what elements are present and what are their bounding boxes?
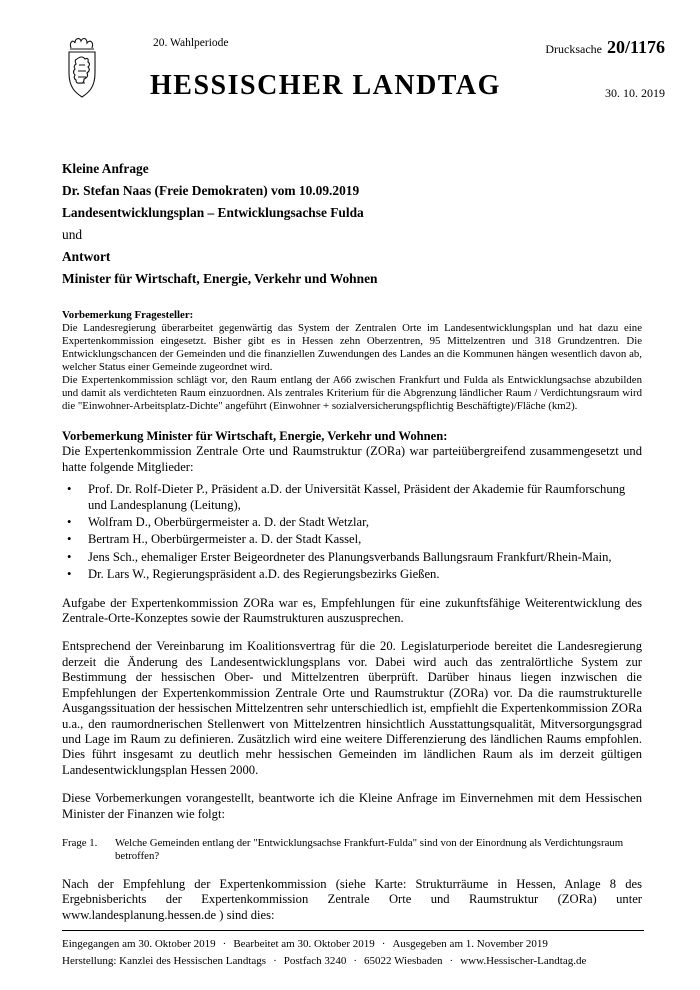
separator-dot: · <box>222 938 227 950</box>
member-name: Bertram H., Oberbürgermeister a. D. der Stadt Kassel, <box>88 532 362 547</box>
footer-ausgegeben: Ausgegeben am 1. November 2019 <box>392 938 548 950</box>
antwort-heading: Antwort <box>62 249 111 264</box>
list-item <box>62 482 642 513</box>
list-item <box>62 532 642 547</box>
footer-line-dates <box>62 936 644 953</box>
paragraph-koalitionsvertrag: Entsprechend der Vereinbarung im Koalitionsvertrag für die 20. Legislaturperiode bereitet die Landesregierung derzeit die Änderung des Landesentwicklungsplans vor. Dabei wird auch das zentralörtliche System zur Bestimmung der hessischen Ober- und Mittelzentren überprüft. Darüber hinaus liegen inzwischen die Empfehlungen der Expertenkommission Zentrale Orte und Raumstruktur (ZORa) vor. Da die raumstrukturelle Ausgangssituation der hessischen Mittelzentren sehr unterschiedlich ist, empfiehlt die Expertenkommission ZORa u.a., den raumordnerischen Stellenwert von Mittelzentren hinsichtlich Ausstattungsqualität, Mitversorgungsgrad und Lage im Raum zu definieren. Zusätzlich wird eine weitere Differenzierung des ländlichen Raums empfohlen. Dies führt insgesamt zu deutlich mehr hessischen Gemeinden im ländlichen Raum als im derzeit gültigen Landesentwicklungsplan Hessen 2000. <box>62 639 642 777</box>
header-right-block <box>545 37 665 101</box>
antwort-1-intro: Nach der Empfehlung der Expertenkommission (siehe Karte: Strukturräume in Hessen, Anlage 8 des Ergebnisberichts der Expertenkommission Zentrale Orte und Raumstruktur (ZORa) unter www.landesplanung.hessen.de ) sind dies: <box>62 876 642 922</box>
list-item <box>62 515 642 530</box>
separator-dot: · <box>273 955 277 967</box>
paragraph-aufgabe: Aufgabe der Expertenkommission ZORa war es, Empfehlungen für eine zukunftsfähige Weiterentwicklung des Zentrale-Orte-Konzeptes sowie der Raumstrukturen auszusprechen. <box>62 595 642 626</box>
bullet-icon: • <box>67 515 72 530</box>
bullet-icon: • <box>67 549 72 564</box>
separator-dot: · <box>381 938 386 950</box>
vorbemerkung-fragesteller-para2: Die Expertenkommission schlägt vor, den Raum entlang der A66 zwischen Frankfurt und Fulda als Entwicklungsachse abzubilden und damit als verdichteten Raum einzuordnen. Als zentrales Kriterium für die Abgrenzung ländlicher Raum / Verdichtungsraum wird die "Einwohner-Arbeitsplatz-Dichte" angeführt (Einwohner + sozialversicherungspflichtig Beschäftigte)/Fläche (km2). <box>62 374 642 412</box>
list-item <box>62 550 642 565</box>
document-date: 30. 10. 2019 <box>605 86 665 100</box>
footer-bearbeitet: Bearbeitet am 30. Oktober 2019 <box>233 938 375 950</box>
drucksache-label: Drucksache <box>545 42 602 56</box>
document-footer <box>62 930 644 970</box>
wahlperiode-label: 20. Wahlperiode <box>153 37 229 49</box>
minister-line: Minister für Wirtschaft, Energie, Verkehr und Wohnen <box>62 271 378 286</box>
footer-eingegangen: Eingegangen am 30. Oktober 2019 <box>62 938 216 950</box>
vorbemerkung-fragesteller-section <box>62 309 642 413</box>
page-title: HESSISCHER LANDTAG <box>150 70 501 101</box>
footer-website: www.Hessischer-Landtag.de <box>460 955 587 967</box>
frage-1-block <box>62 837 642 863</box>
separator-dot: · <box>449 955 454 967</box>
footer-line-herstellung <box>62 953 644 970</box>
vorbemerkung-minister-heading: Vorbemerkung Minister für Wirtschaft, Energie, Verkehr und Wohnen: <box>62 429 448 443</box>
vorbemerkung-minister-section <box>62 429 642 822</box>
member-name: Prof. Dr. Rolf-Dieter P., Präsident a.D. der Universität Kassel, Präsident der Akademie für Raumforschung und Landesplanung (Leitung), <box>88 482 626 512</box>
bullet-icon: • <box>67 482 72 497</box>
drucksache-number: 20/1176 <box>606 37 665 57</box>
paragraph-abschluss: Diese Vorbemerkungen vorangestellt, beantworte ich die Kleine Anfrage im Einvernehmen mit dem Hessischen Minister der Finanzen wie folgt: <box>62 791 642 821</box>
footer-ort: 65022 Wiesbaden <box>364 955 443 967</box>
bullet-icon: • <box>67 532 72 547</box>
footer-postfach: Postfach 3240 <box>283 955 347 967</box>
frage-1-label: Frage 1. <box>62 836 98 849</box>
separator-dot: · <box>353 955 358 967</box>
drucksache-line <box>545 37 665 58</box>
kleine-anfrage-heading: Kleine Anfrage <box>62 161 149 176</box>
member-name: Wolfram D., Oberbürgermeister a. D. der Stadt Wetzlar, <box>88 515 369 530</box>
member-name: Jens Sch., ehemaliger Erster Beigeordneter des Planungsverbands Ballungsraum Frankfurt/Rhein-Main, <box>88 549 612 564</box>
vorbemerkung-minister-intro: Die Expertenkommission Zentrale Orte und Raumstruktur (ZORa) war parteiübergreifend zusammengesetzt und hatte folgende Mitglieder: <box>62 444 642 474</box>
vorbemerkung-fragesteller-para1: Die Landesregierung überarbeitet gegenwärtig das System der Zentralen Orte im Landesentwicklungsplan und hat dazu eine Expertenkommission eingesetzt. Bisher gibt es in Hessen zehn Oberzentren, 95 Mittelzentren und 318 Grundzentren. Die Entwicklungschancen der Gemeinden und die finanziellen Zuwendungen des Landes an die Kommunen hängen wesentlich davon ab, welcher Status einer Gemeinde zugeordnet wird. <box>62 322 642 373</box>
connector-line: und <box>62 227 83 242</box>
vorbemerkung-fragesteller-heading: Vorbemerkung Fragesteller: <box>62 309 194 321</box>
member-list <box>62 482 642 582</box>
hessen-coat-of-arms-icon <box>62 35 102 111</box>
document-body <box>62 158 642 923</box>
author-line: Dr. Stefan Naas (Freie Demokraten) vom 10.09.2019 <box>62 183 360 198</box>
member-name: Dr. Lars W., Regierungspräsident a.D. des Regierungsbezirks Gießen. <box>88 567 440 582</box>
list-item <box>62 567 642 582</box>
subject-line: Landesentwicklungsplan – Entwicklungsachse Fulda <box>62 205 364 220</box>
footer-herstellung: Herstellung: Kanzlei des Hessischen Landtags <box>62 955 267 967</box>
bullet-icon: • <box>67 567 72 582</box>
frage-1-text: Welche Gemeinden entlang der "Entwicklungsachse Frankfurt-Fulda" sind von der Einordnung als Verdichtungsraum betroffen? <box>115 836 624 862</box>
